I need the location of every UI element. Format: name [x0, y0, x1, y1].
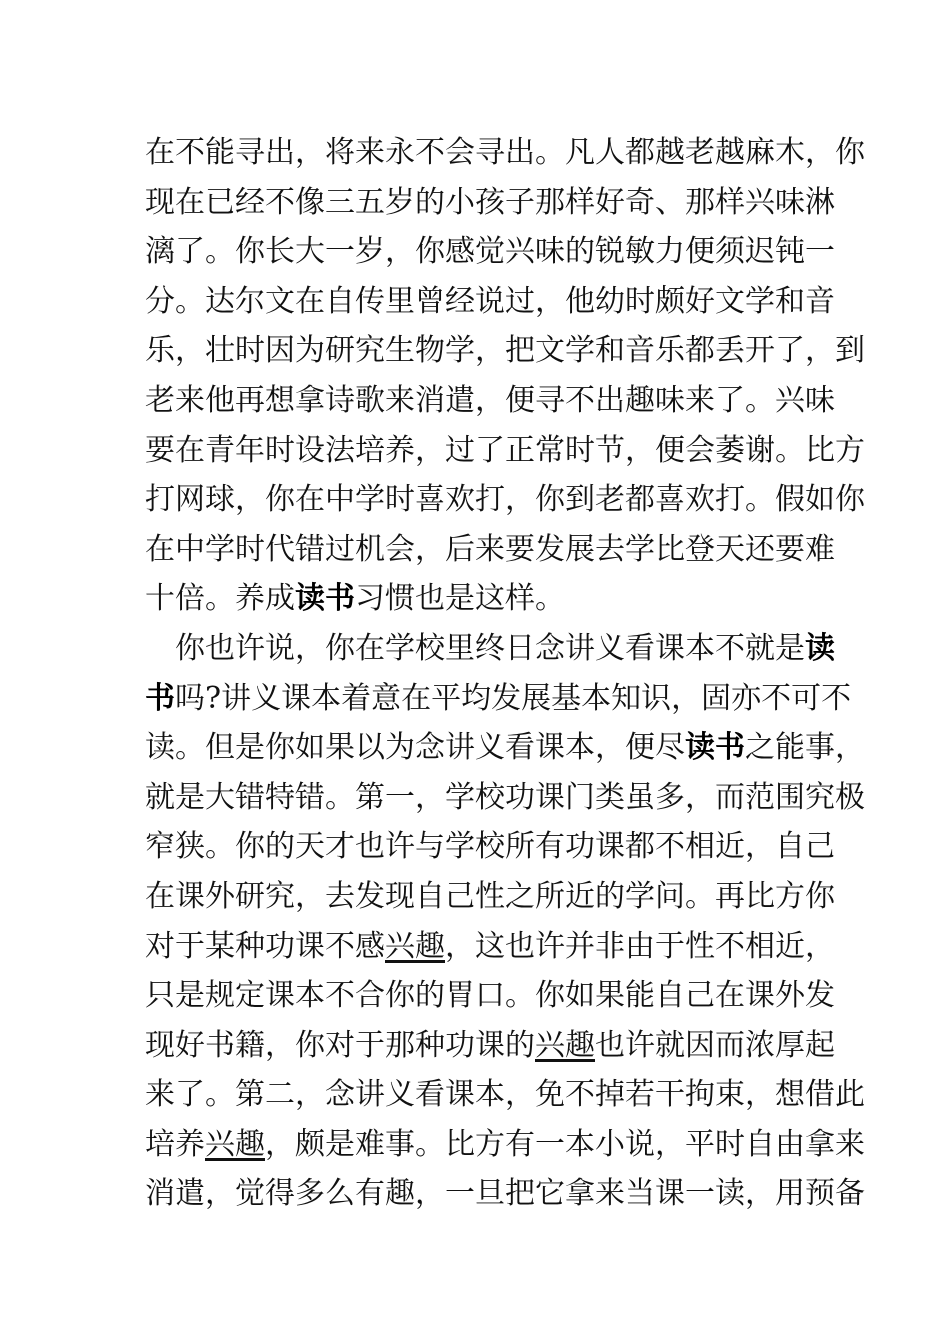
text-line [145, 971, 835, 1021]
text-line [145, 1070, 865, 1120]
text-segment: 窄狭。你的天才也许与学校所有功课都不相近，自己 [145, 829, 835, 865]
underlined-keyword: 兴趣 [535, 1027, 595, 1063]
text-segment: 要在青年时设法培养，过了正常时节，便会萎谢。比方 [145, 432, 865, 468]
text-segment: 现在已经不像三五岁的小孩子那样好奇、那样兴味淋 [145, 184, 835, 220]
text-line [145, 326, 865, 376]
text-line [145, 1120, 865, 1170]
text-segment: 对于某种功课不感 [145, 928, 385, 964]
text-segment: 也许就因而浓厚起 [595, 1027, 835, 1063]
text-line [145, 475, 865, 525]
text-line [145, 723, 865, 773]
text-line [145, 872, 835, 922]
text-line [145, 574, 825, 624]
text-line [145, 922, 835, 972]
text-segment: 打网球，你在中学时喜欢打，你到老都喜欢打。假如你 [145, 482, 865, 518]
text-segment: 读。但是你如果以为念讲义看课本，便尽 [145, 730, 685, 766]
text-segment: ，颇是难事。比方有一本小说，平时自由拿来 [265, 1126, 865, 1162]
text-segment: 就是大错特错。第一，学校功课门类虽多，而范围究极 [145, 779, 865, 815]
text-line [145, 376, 835, 426]
text-line [145, 822, 835, 872]
text-line [145, 178, 835, 228]
text-segment: 吗?讲义课本着意在平均发展基本知识，固亦不可不 [175, 680, 852, 716]
text-segment: 在课外研究，去发现自己性之所近的学问。再比方你 [145, 878, 835, 914]
bold-keyword: 书 [145, 680, 175, 716]
text-line [145, 128, 865, 178]
underlined-keyword: 兴趣 [385, 928, 445, 964]
bold-keyword: 读 [805, 630, 835, 666]
text-segment: 分。达尔文在自传里曾经说过，他幼时颇好文学和音 [145, 283, 835, 319]
document-body [145, 128, 865, 1219]
bold-keyword: 读书 [685, 730, 745, 766]
text-segment: 乐，壮时因为研究生物学，把文学和音乐都丢开了，到 [145, 333, 865, 369]
bold-keyword: 读书 [295, 581, 355, 617]
text-segment: 你也许说，你在学校里终日念讲义看课本不就是 [145, 630, 805, 666]
text-segment: 来了。第二，念讲义看课本，免不掉若干拘束，想借此 [145, 1077, 865, 1113]
text-segment: 培养 [145, 1126, 205, 1162]
text-line [145, 1021, 835, 1071]
text-line [145, 773, 865, 823]
text-line [145, 674, 852, 724]
text-segment: 十倍。养成 [145, 581, 295, 617]
text-segment: 消遣，觉得多么有趣，一旦把它拿来当课一读，用预备 [145, 1176, 865, 1212]
text-segment: 老来他再想拿诗歌来消遣，便寻不出趣味来了。兴味 [145, 382, 835, 418]
text-segment: 之能事， [745, 730, 865, 766]
text-segment: 现好书籍，你对于那种功课的 [145, 1027, 535, 1063]
text-line [145, 227, 835, 277]
text-line [145, 525, 835, 575]
text-segment: 在中学时代错过机会，后来要发展去学比登天还要难 [145, 531, 835, 567]
text-line [145, 624, 835, 674]
text-segment: 只是规定课本不合你的胃口。你如果能自己在课外发 [145, 978, 835, 1014]
text-segment: 习惯也是这样。 [355, 581, 565, 617]
text-segment: ，这也许并非由于性不相近， [445, 928, 835, 964]
text-segment: 漓了。你长大一岁，你感觉兴味的锐敏力便须迟钝一 [145, 234, 835, 270]
text-segment: 在不能寻出，将来永不会寻出。凡人都越老越麻木，你 [145, 135, 865, 170]
underlined-keyword: 兴趣 [205, 1126, 265, 1162]
text-line [145, 277, 835, 327]
text-line [145, 1169, 865, 1219]
text-line [145, 426, 865, 476]
